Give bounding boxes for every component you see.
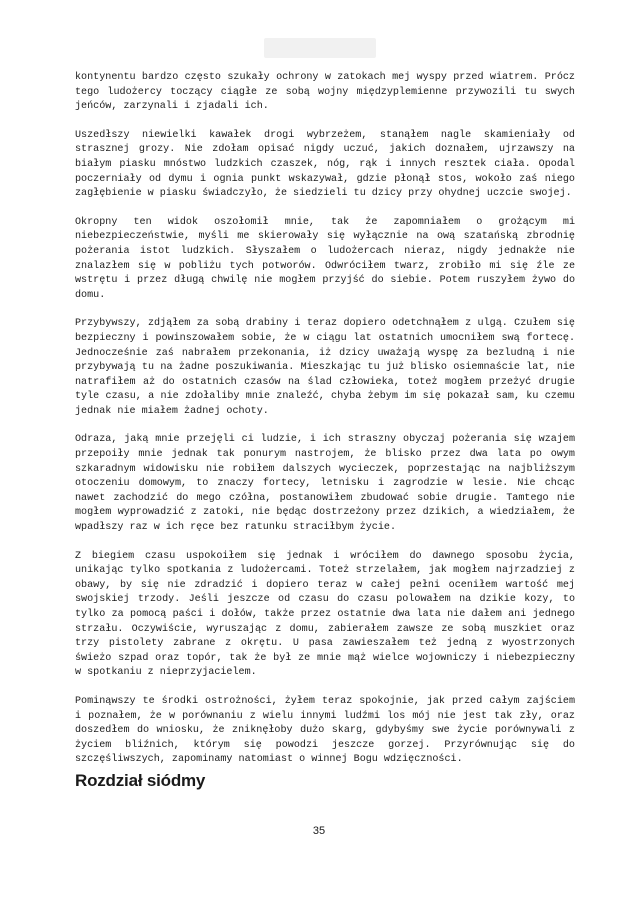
paragraph: Odraza, jaką mnie przejęli ci ludzie, i ich straszny obyczaj pożerania się wzajem przepoiły mnie jednak tak ponurym nastrojem, że blisko przez dwa lata po owym szkaradnym widowisku nie robiłem dalszych wycieczek, poprzestając na najbliższym otoczeniu domowym, to znaczy fortecy, letnisku i zagrodzie w lesie. Nie chcąc nawet zachodzić do mego czółna, postanowiłem zbudować sobie drugie. Tamtego nie mogłem wyprowadzić z zatoki, nie będąc dostrzeżony przez dzikich, a wiedziałem, że wpadłszy raz w ich ręce bez ratunku straciłbym życie. — [75, 434, 575, 534]
chapter-title: Rozdział siódmy — [75, 771, 206, 790]
header-watermark — [264, 38, 376, 58]
paragraph: Uszedłszy niewielki kawałek drogi wybrzeżem, stanąłem nagle skamieniały od strasznej grozy. Nie zdołam opisać nigdy uczuć, jakich doznałem, ujrzawszy na białym piasku mnóstwo ludzkich czaszek, nóg, rąk i innych resztek ciała. Opodal poczerniały od dymu i ognia punkt wskazywał, gdzie płonął stos, wokoło zaś niego zagłębienie w piasku świadczyło, że siedzieli tu dzicy przy ohydnej uczcie swojej. — [75, 129, 575, 200]
paragraph: Pominąwszy te środki ostrożności, żyłem teraz spokojnie, jak przed całym zajściem i poznałem, że w porównaniu z wielu innymi ludźmi los mój nie jest tak zły, oraz doszedłem do wniosku, że zniknęłoby dużo skarg, gdybyśmy swe życie porównywali z życiem bliźnich, którym się powodzi jeszcze gorzej. Przyrównując się do szczęśliwszych, zapominamy natomiast o winnej Bogu wdzięczności. — [75, 695, 575, 766]
paragraph: Z biegiem czasu uspokoiłem się jednak i wróciłem do dawnego sposobu życia, unikając tylko spotkania z ludożercami. Toteż strzelałem, jak mogłem najrzadziej z obawy, by się nie zdradzić i dopiero teraz w całej pełni oceniłem wartość mej swojskiej trzody. Jeśli jeszcze od czasu do czasu polowałem na dzikie kozy, to tylko za pomocą paści i dołów, także przez ostatnie dwa lata nie dałem ani jednego strzału. Oczywiście, wyruszając z domu, zabierałem zawsze ze sobą muszkiet oraz trzy pistolety zabrane z okrętu. U pasa zawieszałem też jedną z wyostrzonych świeżo szpad oraz topór, tak że był ze mnie mąż wielce wojowniczy i niebezpieczny w spotkaniu z nieprzyjacielem. — [75, 550, 575, 679]
paragraph: Przybywszy, zdjąłem za sobą drabiny i teraz dopiero odetchnąłem z ulgą. Czułem się bezpieczny i powinszowałem sobie, że w ciągu lat ostatnich umocniłem swą fortecę. Jednocześnie zaś nabrałem przekonania, iż dzicy uważają wyspę za bezludną i nie przybywają tu na żadne poszukiwania. Mieszkając tu już blisko osiemnaście lat, nie natrafiłem aż do ostatnich czasów na ślad człowieka, toteż mogłem przeżyć drugie tyle czasu, a nie zdołaliby mnie znaleźć, chyba żebym im się pokazał sam, ku czemu jednak nie miałem żadnej ochoty. — [75, 318, 575, 417]
paragraph: kontynentu bardzo często szukały ochrony w zatokach mej wyspy przed wiatrem. Prócz tego ludożercy toczący ciągłe ze sobą wojny międzyplemienne przywozili tu swych jeńców, zarzynali i zjadali ich. — [75, 72, 575, 113]
page-number: 35 — [312, 825, 326, 837]
body-text — [75, 71, 575, 782]
paragraph: Okropny ten widok oszołomił mnie, tak że zapomniałem o grożącym mi niebezpieczeństwie, myśli me skierowały się wyłącznie na ową szatańską zbrodnię pożerania istot ludzkich. Słyszałem o ludożercach nieraz, nigdy jednakże nie znalazłem się w pobliżu tych potworów. Odwróciłem twarz, zrobiło mi się źle ze wstrętu i przez długą chwilę nie mogłem przyjść do siebie. Potem ruszyłem żywo do domu. — [75, 216, 575, 301]
